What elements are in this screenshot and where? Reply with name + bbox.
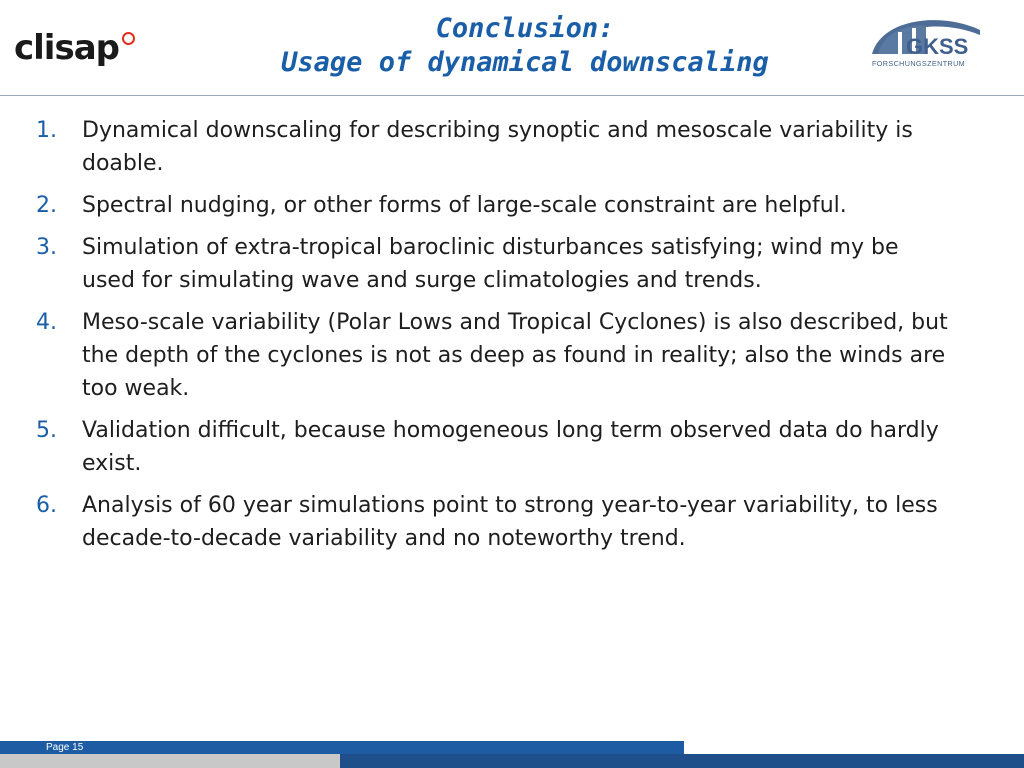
- list-item-text: Analysis of 60 year simulations point to strong year-to-year variability, to less decade-to-decade variability and no noteworthy trend.: [82, 493, 938, 551]
- title-line-1: Conclusion:: [435, 13, 615, 44]
- clisap-logo: [14, 26, 135, 70]
- list-item-number: 3.: [36, 235, 57, 260]
- list-item-text: Meso-scale variability (Polar Lows and Tropical Cyclones) is also described, but the depth of the cyclones is not as deep as found in reality; also the winds are too weak.: [82, 310, 948, 401]
- clisap-ring-icon: [122, 32, 135, 45]
- list-item: [36, 414, 956, 480]
- conclusion-list: [36, 114, 956, 564]
- list-item: [36, 189, 956, 222]
- footer-blue-bar: [0, 741, 684, 754]
- list-item-number: 1.: [36, 118, 57, 143]
- list-item-text: Spectral nudging, or other forms of large-scale constraint are helpful.: [82, 193, 847, 218]
- list-item-number: 5.: [36, 418, 57, 443]
- footer-gray-bar: [0, 754, 340, 768]
- slide-title: [180, 12, 870, 80]
- gkss-logo: [868, 14, 986, 74]
- header-divider: [0, 95, 1024, 96]
- list-item-number: 6.: [36, 493, 57, 518]
- list-item-text: Validation difficult, because homogeneous long term observed data do hardly exist.: [82, 418, 939, 476]
- gkss-logo-text: GKSS: [906, 34, 969, 59]
- list-item: [36, 489, 956, 555]
- list-item-number: 2.: [36, 193, 57, 218]
- list-item: [36, 114, 956, 180]
- list-item: [36, 306, 956, 405]
- title-line-2: Usage of dynamical downscaling: [281, 47, 769, 78]
- list-item-text: Simulation of extra-tropical baroclinic disturbances satisfying; wind my be used for simulating wave and surge climatologies and trends.: [82, 235, 899, 293]
- page-number: Page 15: [46, 742, 84, 753]
- footer-navy-bar: [340, 754, 1024, 768]
- clisap-logo-text: clisap: [14, 28, 119, 68]
- gkss-logo-subtext: FORSCHUNGSZENTRUM: [872, 59, 966, 68]
- list-item: [36, 231, 956, 297]
- list-item-text: Dynamical downscaling for describing synoptic and mesoscale variability is doable.: [82, 118, 913, 176]
- list-item-number: 4.: [36, 310, 57, 335]
